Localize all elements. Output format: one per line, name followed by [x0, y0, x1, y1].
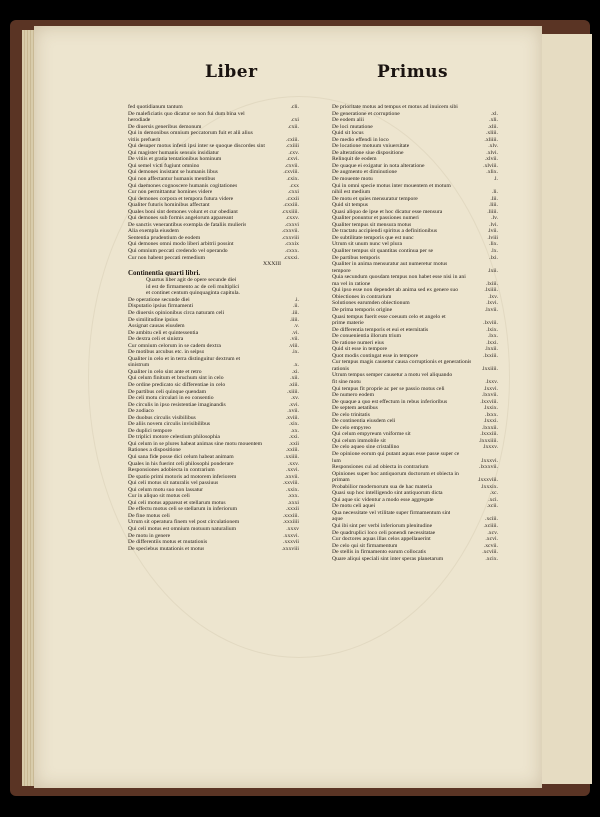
index-line-text: De celo empyreo — [332, 424, 371, 431]
index-line-number: .cxxiii. — [283, 202, 299, 209]
index-line-text: De duobus circulis visibilibus — [128, 414, 196, 421]
index-line-number: .cxx — [289, 182, 299, 189]
index-line-text: primam — [332, 477, 350, 484]
index-line-text: herodiade — [128, 117, 151, 124]
index-line-text: De alteratione siue dispositione — [332, 149, 404, 156]
index-line-text: De ambitu celi et quintessentia — [128, 329, 199, 336]
index-line-text: Quid sit locus — [332, 130, 364, 137]
index-line-text: Utrum sit operatura finem vel post circulationem — [128, 519, 240, 526]
index-line-number: .cxviii. — [283, 169, 299, 176]
index-line-text: De quaque a quo est effectum in rebus inferioribus — [332, 398, 448, 405]
index-line-text: Qualiter ponuntur et passiones numeri — [332, 215, 419, 222]
index-line-text: De similitudine ipsius — [128, 316, 178, 323]
index-line-number: .xli. — [489, 117, 498, 124]
index-line-number: .lxxxiiii. — [478, 437, 498, 444]
index-line-number: .cxxviii — [281, 234, 299, 241]
index-line-text: De augmento et diminutione — [332, 169, 397, 176]
index-line-number: .xiii. — [288, 381, 299, 388]
index-line-number: .lxxiiii. — [481, 365, 498, 372]
index-line-text: Qui ibi sint per verbi inferiorum plenitudine — [332, 523, 433, 529]
index-line-text: De quaque ei exigatur in nota alteratione — [332, 162, 425, 169]
index-line-text: De ordine predicato sic differentiae in celo — [128, 381, 226, 388]
index-line-number: .xlvii. — [484, 156, 498, 163]
index-line-text: Qualiter tempus sit mensura motus — [332, 221, 412, 228]
index-line-text: Relinquit de eodem — [332, 156, 377, 163]
index-line-number: .xl. — [490, 110, 498, 117]
index-line-number: .xc. — [489, 490, 498, 497]
index-line-text: De maleficiatis quo dicatur se non fui dum bina vel — [128, 110, 245, 117]
index-line-text: Qualiter in anima mensuratur aut numeretur motus — [332, 261, 448, 268]
index-line-number: .xxxii — [285, 506, 299, 513]
index-line-text: De numero eodem — [332, 392, 375, 399]
index-line-number: .vii. — [290, 336, 299, 343]
index-line-number: .xxiiii. — [284, 453, 299, 460]
index-line-text: De mouente motu — [332, 176, 373, 183]
index-line-number: .xxiii. — [285, 447, 299, 454]
index-line-number: .lxiiii. — [484, 287, 498, 294]
index-line-text: Qui tempus fit proprie ac per se passio motus celi — [332, 385, 445, 392]
index-line-text: Qui magister humanis sensuis insidiatur — [128, 149, 219, 156]
index-line-text: Qui celum in se plures habeat animas sine motu mouentem — [128, 440, 263, 447]
index-line-text: Qualiter in celo et in terra distinguitur dextrum et — [128, 355, 241, 362]
index-line-number: .lix. — [489, 241, 498, 248]
index-line-text: De subtilitate temporis que est nunc — [332, 234, 414, 241]
index-line-text: Qui celum finitum et bruchum sint in celo — [128, 375, 224, 382]
index-line-number: .xliii. — [485, 130, 498, 137]
index-line-text: De zodiaco — [128, 408, 154, 415]
index-line-number: .xx. — [290, 427, 299, 434]
index-line-text: Cur non habent peccati remedium — [128, 254, 206, 261]
index-line-number: .xci. — [488, 496, 498, 503]
index-line-text: De diuersis opinionibus circa naturam celi — [128, 309, 225, 316]
index-line-text: vitiis prefuerit — [128, 136, 161, 143]
index-line-text: De motibus arcubus etc. in seipso — [128, 349, 205, 356]
index-line-text: De motu et quies mensuratur tempore — [332, 195, 418, 202]
index-line-text: Quartus liber agit de opere secunde diei — [146, 277, 237, 284]
index-line-text: Qui semel victi fugiunt omnino — [128, 162, 200, 169]
index-line-number: .xxxiiii — [282, 519, 299, 526]
facing-leaf-edge — [540, 34, 592, 784]
index-line-text: De opinione eorum qui putant aquas esse passe super ce — [332, 450, 460, 457]
index-line-number: .cxxvi — [284, 221, 299, 228]
index-line-text: Sententia prudentium de eodem — [128, 234, 201, 241]
index-line-text: De celo qui sit firmamentum — [332, 542, 398, 549]
index-line-number: .lxxxix. — [480, 483, 498, 490]
index-line-text: sinistrum — [128, 362, 150, 369]
index-line-number: .xxv. — [287, 460, 299, 467]
index-line-number: .viii. — [288, 342, 299, 349]
index-line-text: Qui demones omni modo liberi arbitrii possint — [128, 241, 234, 248]
index-line-text: Utrum tempus semper causetur a motu vel aliquando — [332, 372, 453, 379]
index-line-text: Qui demones corpora et tempora futura videre — [128, 195, 234, 202]
index-line-text: Qua necessitate vel vtilitate super firmamentum sint — [332, 509, 451, 516]
index-line-text: Quales boni sint demones volunt et cur obediant — [128, 208, 238, 215]
index-line-text: De duplici tempore — [128, 427, 172, 434]
index-line-number: .lvi. — [489, 221, 498, 228]
index-line-text: Continentia quarti libri. — [128, 269, 201, 277]
index-line-number: .vi. — [291, 329, 299, 336]
index-line-number: .lv. — [491, 215, 498, 222]
index-line-text: Responsiones cui ad obiecta in contrarium — [332, 464, 429, 471]
index-line-text: De conuenientia illorum trium — [332, 333, 402, 340]
index-line-text: De dextra celi et sinistra — [128, 336, 184, 343]
index-line-number: .xvi. — [288, 401, 299, 408]
index-line-text: De celo aqueo sine cristallino — [332, 444, 400, 451]
index-line-text: De differentia temporis et eui et eternitatis — [332, 326, 429, 333]
index-line-number: .lxxxiii. — [480, 431, 498, 438]
index-line-text: Qui sana fide posse dici celum habeat animam — [128, 453, 234, 460]
page-stack-edge — [22, 30, 34, 786]
index-line-number: .ix. — [291, 349, 299, 356]
index-line-number: .lxxxi. — [483, 418, 498, 425]
index-line-text: De tractatu accipiendi spiritus a definitionibus — [332, 228, 438, 235]
index-line-number: .cxxxi. — [283, 254, 299, 261]
index-line-number: .lxxi. — [486, 339, 498, 346]
index-line-text: De prima temporis origine — [332, 306, 393, 313]
index-line-number: .cxxiiii. — [281, 208, 299, 215]
index-line-number: .xxviii. — [282, 480, 299, 487]
index-line-number: .iiii. — [289, 316, 299, 323]
index-line-text: De generatione et corruptione — [332, 110, 400, 117]
index-line-text: Qualiter futuris hominibus affectant — [128, 202, 210, 209]
index-line-number: .xxvi. — [286, 467, 299, 474]
index-line-number: .cxii. — [287, 123, 299, 130]
index-line-text: Quia secundum quosdam tempus non habet esse nisi in ani — [332, 274, 466, 281]
index-line-number: .lxv. — [488, 293, 498, 300]
index-line-number: .lxviii. — [483, 320, 498, 327]
index-line-number: .lxxix. — [483, 405, 498, 412]
index-line-text: Qui non affectantur humanis mentibus — [128, 176, 216, 183]
index-line-number: .lxxv. — [485, 378, 498, 385]
index-line-text: Quales in his fuerint celi philosophi ponderare — [128, 460, 234, 467]
index-line-text: De partibus celi quinque quendam — [128, 388, 207, 395]
index-line-number: .li. — [491, 189, 498, 196]
index-line-number: .lxxiii. — [483, 352, 498, 359]
index-line-number: .xviii. — [285, 414, 299, 421]
index-line-text: De ratione numeri eius — [332, 339, 384, 346]
index-line-number: .xxxiii. — [282, 512, 299, 519]
index-line-text: Quasi aliquo de ipse et hoc dicatur esse mensura — [332, 208, 443, 215]
index-line-number: .lxii. — [487, 267, 498, 274]
index-line-text: De effectu motus celi se stellarum in inferiorum — [128, 506, 238, 513]
index-line — [128, 546, 299, 553]
index-line-number: .cxix. — [286, 176, 299, 183]
index-line-number: .lxvi. — [486, 300, 498, 307]
index-line-number: .lxxxviii. — [477, 477, 498, 484]
index-line-number: .lxxii. — [484, 346, 498, 353]
index-line-number: .xxxvi. — [283, 532, 299, 539]
index-line-number: .cxiii. — [286, 136, 299, 143]
index-line-number: .lxxxvi. — [480, 457, 498, 464]
index-line-text: Qui celum empyreum vniforme sit — [332, 431, 411, 438]
index-line-number: .xxxvii — [283, 539, 299, 546]
index-line-text: Probabilior modernorum sua de hac materia — [332, 483, 432, 490]
index-line-text: De fine motus celi — [128, 512, 170, 519]
index-line-text: Obiectiones in contrarium — [332, 293, 392, 300]
index-line-number: .xcii. — [486, 503, 498, 510]
index-line-text: Quot modis contingat esse in tempore — [332, 352, 419, 359]
index-line-text: De aliis novem circulis invisibilibus — [128, 421, 211, 428]
index-line-text: De continentia eiusdem celi — [332, 418, 396, 425]
index-line-number: .cxxvii. — [281, 228, 299, 235]
index-line-text: De celi motu circulari in eo consentio — [128, 395, 214, 402]
index-line-number: .ii. — [292, 303, 299, 310]
index-line-number: .xcviii. — [482, 549, 498, 556]
index-line-number: .cxxi — [287, 189, 299, 196]
index-line-number: .lxx. — [487, 333, 498, 340]
index-line-number: .lxxvi. — [483, 385, 498, 392]
index-line-text: ma vel in ratione — [332, 280, 371, 287]
index-line-number: .xciii. — [485, 516, 498, 523]
index-line-text: Qui celi motus est omnium motuum naturalium — [128, 526, 237, 532]
index-line-text: et continet centum quinquaginta capitula. — [146, 290, 240, 297]
index-line-number: .lxiii. — [485, 280, 498, 287]
index-line-number: .cli. — [290, 104, 299, 110]
index-line-text: Cur tempus magis causetur causa corruptionis et generationis — [332, 359, 472, 366]
index-line-number: .xv. — [290, 395, 299, 402]
index-line-number: .xlviii. — [483, 162, 498, 169]
index-line-number: .xi. — [291, 368, 299, 375]
index-line-text: De operatione secunde diei — [128, 296, 190, 303]
index-line-number: .cxxix — [284, 241, 299, 248]
index-line-text: De vitiis et gratia tentationibus hominum — [128, 156, 222, 163]
index-line-number: .xlv. — [488, 143, 498, 150]
index-line-number: .liii. — [488, 202, 498, 209]
index-line-text: Qui celi motus appareat et stellarum motus — [128, 499, 226, 506]
index-line-text: fed quotidianum tantum — [128, 104, 183, 110]
index-line-number: .lxxxv. — [482, 444, 498, 451]
index-line-text: Qui desuper motus infesti ipsi inter se quoque discordes sint — [128, 143, 265, 150]
left-text-column — [128, 104, 299, 552]
index-line — [128, 261, 299, 268]
index-line-number: .xcv. — [487, 529, 498, 536]
index-line-text: De locatione motuum vniuersitate — [332, 143, 410, 150]
index-line-number: .xxix. — [286, 486, 299, 493]
index-line-text: De spatio primi motoris ad motorem inferiorem — [128, 473, 237, 480]
index-line-number: .cxi — [290, 117, 299, 124]
index-line-number: .xxx. — [287, 493, 299, 500]
index-line-number: .xxxi — [287, 499, 299, 506]
index-line-text: Quasi sup hoc intelligendo sint antiquorum dicta — [332, 490, 443, 497]
index-line-number: .xlvi. — [486, 149, 498, 156]
index-line-text: Qualiter tempus sit quantitas continua per se — [332, 248, 434, 255]
index-line-number: .xcvii. — [483, 542, 498, 549]
index-line-number: .lxxxvii. — [479, 464, 498, 471]
index-line-number: .xii. — [290, 375, 299, 382]
index-line-text: Cur omnium celorum in se cadem dextra — [128, 342, 221, 349]
index-line-number: .lxxx. — [485, 411, 498, 418]
index-line-text: De stellis in firmamento earum collocatis — [332, 549, 426, 556]
index-line-number: .xiiii. — [286, 388, 299, 395]
index-line-text: Assignat causas eiusdem — [128, 323, 185, 330]
index-line-number: .cxvii. — [284, 162, 299, 169]
index-line-text: Alia exempla eiusdem — [128, 228, 179, 235]
index-line-number: .cxxv. — [285, 215, 299, 222]
index-line-text: Qui celi motus sit naturalis vel passiuus — [128, 480, 219, 487]
index-line-number: .lxi. — [489, 254, 498, 261]
index-line-text: Quare aliqui speciali sint inter speras planetarum — [332, 555, 444, 562]
index-line-text: Solutiones earumden obiectionum — [332, 300, 410, 307]
index-line-text: Qui demones sub formis angelorum appareant — [128, 215, 234, 222]
index-line — [128, 270, 299, 277]
index-line-number: .lxxvii. — [481, 392, 498, 399]
index-line-number: .xxxv — [286, 526, 299, 532]
index-line-number: .xlii. — [487, 123, 498, 130]
index-line-text: De medio effendi in loco — [332, 136, 389, 143]
index-line-text: De quadruplici loco celi ponendi necessitatae — [332, 529, 436, 536]
index-line-number: .x. — [293, 362, 299, 369]
index-line-text: Quasi tempus fuerit esse coeuum celo et angelo et — [332, 313, 446, 320]
index-line-number: .lxxxii. — [481, 424, 498, 431]
index-line-text: Qui in demonibus omnium peccatorum fuit et alii alius — [128, 130, 253, 137]
index-line-text: De septem aetatibus — [332, 405, 378, 412]
index-line-number: .cxxx. — [285, 248, 299, 255]
index-line-number: .xix. — [288, 421, 299, 428]
index-line-text: De loci mutatione — [332, 123, 373, 130]
index-line-text: prime materie — [332, 320, 364, 327]
index-line-number: .cxiiii — [285, 143, 299, 150]
running-head-right: Primus — [377, 62, 449, 82]
right-text-column — [332, 104, 498, 562]
index-line-text: De differentiis motus et mutationis — [128, 539, 208, 546]
index-line-number: .xciiii. — [483, 523, 498, 529]
index-line-text: id est de firmamento ac de celi multiplici — [146, 283, 240, 290]
index-line-number: .xxii — [288, 440, 299, 447]
index-line-text: Opiniones super hoc antiquorum doctorum et obiecta in — [332, 470, 459, 477]
index-line-text: XXXIII — [262, 261, 281, 268]
index-line-text: Utrum sit unum nunc vel plura — [332, 241, 402, 248]
index-line-text: Qui aque sic videntur a modo esse aggregate — [332, 496, 434, 503]
index-line-number: .iii. — [291, 309, 299, 316]
index-line-text: Qui demones insistant se humanis libus — [128, 169, 218, 176]
running-head-left: Liber — [205, 62, 258, 82]
index-line-text: De partibus temporis — [332, 254, 380, 261]
index-line-text: Rationes a dispositione — [128, 447, 181, 454]
index-line-text: Qui in omni specie motus inter mouentem et motum — [332, 182, 451, 189]
index-line-text: De circulis in ipso resistentiae imaginandis — [128, 401, 226, 408]
index-line-text: Qui ipso esse non dependet ab anima sed ex genere suo — [332, 287, 459, 294]
index-line-number: .cxxii — [286, 195, 299, 202]
index-line-number: .l. — [493, 176, 498, 183]
index-line-number: .lii. — [490, 195, 498, 202]
index-line-number: .cxv. — [288, 149, 299, 156]
index-line-text: De motu in genere — [128, 532, 171, 539]
index-line-text: Disputatio ipsius firmamenti — [128, 303, 194, 310]
index-line-text: Quid sit tempus — [332, 202, 369, 209]
index-line-number: .xcix. — [485, 555, 498, 562]
index-line-number: .lxix. — [486, 326, 498, 333]
index-line-text: Quid sit esse in tempore — [332, 346, 387, 353]
index-line-number: .lx. — [490, 248, 498, 255]
index-line-text: tempore — [332, 267, 351, 274]
index-line-text: Cur non permittantur homines videre — [128, 189, 213, 196]
index-line-text: De sanctis venerantibus exempla de fataliis mulieris — [128, 221, 247, 228]
index-line-text: Cur doctores aquas illas celos appellauerint — [332, 536, 431, 543]
index-line-text: Qui omnium peccati credendo vel operando — [128, 248, 228, 255]
index-line-number: .xlix. — [486, 169, 498, 176]
index-line-number: .v. — [293, 323, 299, 330]
index-line-text: Qui celum motu suo non lassatur — [128, 486, 204, 493]
index-line-number: .xxvii. — [284, 473, 299, 480]
index-line-text: Cur in aliquo sit motus celi — [128, 493, 190, 500]
index-line-number: .lxxviii. — [480, 398, 498, 405]
index-line-text: lum — [332, 457, 341, 464]
index-line-text: De motu celi aquei — [332, 503, 376, 510]
index-line-number: .lviii — [487, 234, 498, 241]
index-line-text: De diuersis generibus demonum — [128, 123, 202, 130]
index-line-text: De triplici motore celestium philosophia — [128, 434, 220, 441]
index-line-text: fit sine motu — [332, 378, 361, 385]
index-line-text: aque — [332, 516, 343, 523]
index-line-text: Responsiones adobiecta in contrarium — [128, 467, 215, 474]
index-line-text: nihil est medium — [332, 189, 371, 196]
index-line-number: .xliiii. — [484, 136, 498, 143]
index-line-text: De speciebus mutationis et motus — [128, 545, 205, 552]
index-line-text: Qualiter in celo sint ante et retro — [128, 368, 202, 375]
index-line-text: Qui celum immobile sit — [332, 437, 386, 444]
index-line-number: .xcvi. — [485, 536, 498, 543]
index-line-number: .cxvi. — [286, 156, 299, 163]
index-line-number: .lxvii. — [484, 306, 498, 313]
index-line-number: .i. — [294, 296, 299, 303]
index-line-number: .xxi. — [288, 434, 299, 441]
index-line-text: De eodem alii — [332, 117, 364, 124]
index-line-number: .lvii. — [487, 228, 498, 235]
index-line — [332, 556, 498, 563]
index-line-text: De celo trinitatis — [332, 411, 370, 418]
index-line-text: De prioritate motus ad tempus et motus ad inuicem sibi — [332, 104, 458, 110]
index-line-number: .liiii. — [487, 208, 498, 215]
index-line-number: .xxxviii — [281, 545, 299, 552]
index-line-text: Qui daemones cognoscere humanis cogitationes — [128, 182, 238, 189]
index-line-text: rationis — [332, 365, 350, 372]
index-line-number: .xvii. — [287, 408, 299, 415]
